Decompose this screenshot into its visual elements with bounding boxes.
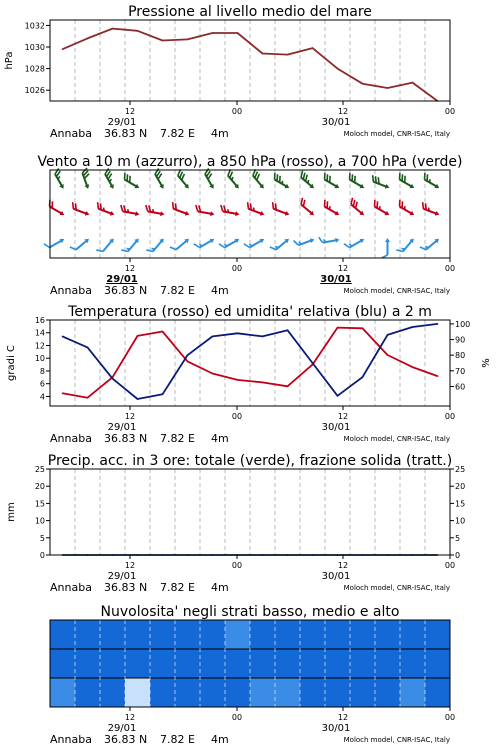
barb-head (185, 211, 190, 217)
data-point (287, 54, 289, 56)
date-label: 30/01 (321, 723, 351, 734)
cloud-cell-basso (300, 678, 325, 707)
longitude: 7.82 E (160, 284, 195, 297)
wind-barb (271, 173, 293, 190)
y-tick-label: 20 (34, 482, 45, 492)
wind-barb (79, 168, 94, 190)
y-tick-label: 12 (34, 341, 45, 351)
wind-barb (51, 168, 68, 190)
x-tick-label: 00 (444, 412, 456, 421)
x-tick-label: 12 (337, 713, 349, 722)
model-credit: Moloch model, CNR-ISAC, Italy (343, 435, 450, 443)
wind-barb (420, 234, 441, 253)
cloud-cell-medio (275, 649, 300, 678)
x-tick-label: 00 (231, 264, 243, 273)
cloud-cell-alto (425, 620, 450, 649)
wind-barb (420, 202, 442, 217)
cloud-cell-alto (400, 620, 425, 649)
y-tick-label-right: 60 (455, 382, 466, 392)
cloud-cell-alto (350, 620, 375, 649)
cloud-cell-medio (250, 649, 275, 678)
wind-barb (219, 234, 241, 251)
panel-frame-1 (50, 20, 450, 101)
wind-barb (249, 169, 268, 190)
y-tick-label: 10 (34, 354, 45, 364)
y-tick-label-right: 70 (455, 366, 466, 376)
cloud-cell-basso (100, 678, 125, 707)
data-point (62, 336, 64, 338)
cloud-cell-alto (75, 620, 100, 649)
date-label: 29/01 (107, 117, 137, 128)
y-tick-label-right: 25 (455, 465, 466, 474)
cloud-cell-alto (375, 620, 400, 649)
cloud-cell-basso (400, 678, 425, 707)
y-tick-label-right: 10 (455, 516, 466, 526)
y-tick-label: 15 (34, 499, 45, 509)
wind-barb (224, 169, 243, 190)
barb-shaft (176, 240, 187, 250)
wind-barb (121, 173, 143, 190)
date-label: 30/01 (320, 274, 352, 285)
y-tick-label: 16 (34, 316, 45, 325)
y-tick-label: 1026 (24, 86, 45, 96)
y-axis-label-1: hPa (4, 51, 15, 70)
barb-head (135, 211, 140, 217)
data-point (87, 38, 89, 40)
wind-barb (96, 235, 115, 256)
wind-barb (421, 173, 443, 190)
data-point (87, 347, 89, 349)
x-tick-label: 00 (444, 264, 456, 273)
y-tick-label: 14 (34, 328, 45, 338)
cloud-cell-alto (175, 620, 200, 649)
cloud-cell-medio (300, 649, 325, 678)
data-point (412, 326, 414, 328)
y-axis-label-4: mm (6, 502, 17, 522)
wind-barb (270, 234, 291, 253)
data-point (362, 83, 364, 85)
wind-barb (371, 200, 393, 217)
data-point (137, 335, 139, 337)
cloud-cell-basso (250, 678, 275, 707)
cloud-cell-alto (125, 620, 150, 649)
wind-barb (201, 168, 218, 190)
data-point (187, 39, 189, 41)
data-point (387, 334, 389, 336)
x-tick-label: 12 (124, 264, 136, 273)
cloud-cell-medio (400, 649, 425, 678)
data-point (262, 336, 264, 338)
data-point (337, 395, 339, 397)
model-credit: Moloch model, CNR-ISAC, Italy (343, 287, 450, 295)
barb-flag (244, 242, 250, 249)
x-tick-label: 12 (337, 561, 349, 570)
wind-barb (382, 238, 391, 258)
data-point (437, 375, 439, 377)
date-label: 30/01 (321, 117, 351, 128)
x-tick-label: 12 (337, 264, 349, 273)
wind-barb (370, 175, 392, 190)
y-tick-label: 10 (34, 516, 45, 526)
y-tick-label-right: 20 (455, 482, 466, 492)
cloud-cell-basso (325, 678, 350, 707)
wind-barb (321, 200, 343, 217)
y-tick-label-right: 15 (455, 499, 466, 509)
wind-barb (245, 202, 267, 217)
data-point (162, 331, 164, 333)
wind-barb (344, 234, 366, 251)
data-point (137, 30, 139, 32)
location-name: Annaba (50, 733, 92, 746)
y-tick-label: 4 (39, 392, 45, 402)
data-point (212, 373, 214, 375)
data-point (387, 87, 389, 89)
barb-flag (344, 242, 350, 249)
cloud-cell-medio (150, 649, 175, 678)
barb-shaft (50, 240, 63, 248)
cloud-cell-medio (75, 649, 100, 678)
data-point (62, 393, 64, 395)
data-point (412, 82, 414, 84)
data-point (162, 40, 164, 42)
chart-title-2: Vento a 10 m (azzurro), a 850 hPa (rosso), a 700 hPa (verde) (37, 154, 463, 170)
wind-barb (121, 235, 140, 256)
data-point (62, 48, 64, 50)
altitude: 4m (211, 581, 229, 594)
cloud-cell-basso (50, 678, 75, 707)
barb-head (385, 184, 390, 190)
data-point (237, 379, 239, 381)
wind-barb (170, 234, 191, 253)
y-tick-label: 25 (34, 465, 45, 474)
data-point (187, 354, 189, 356)
model-credit: Moloch model, CNR-ISAC, Italy (343, 584, 450, 592)
model-credit: Moloch model, CNR-ISAC, Italy (343, 130, 450, 138)
y-axis-label-3: % (481, 358, 492, 368)
wind-barb (146, 235, 165, 256)
data-point (187, 361, 189, 363)
data-point (312, 47, 314, 49)
location-name: Annaba (50, 284, 92, 297)
latitude: 36.83 N (104, 127, 148, 140)
cloud-cell-basso (375, 678, 400, 707)
date-label: 29/01 (107, 723, 137, 734)
location-name: Annaba (50, 432, 92, 445)
cloud-cell-basso (125, 678, 150, 707)
y-tick-label: 1030 (24, 43, 45, 52)
wind-barb (95, 202, 117, 217)
cloud-cell-medio (225, 649, 250, 678)
wind-barb (294, 234, 316, 249)
wind-barb (70, 234, 91, 253)
cloud-cell-basso (225, 678, 250, 707)
chart-title-1: Pressione al livello medio del mare (128, 4, 372, 20)
data-point (312, 362, 314, 364)
humidity-line (63, 324, 438, 399)
latitude: 36.83 N (104, 581, 148, 594)
cloud-cell-medio (125, 649, 150, 678)
wind-barb (44, 234, 66, 251)
barb-head (160, 211, 165, 217)
y-tick-label: 1032 (24, 21, 45, 31)
data-point (237, 333, 239, 335)
y-tick-label: 5 (39, 533, 45, 543)
cloud-cell-basso (275, 678, 300, 707)
wind-barb (70, 202, 92, 217)
wind-barb (101, 168, 118, 190)
latitude: 36.83 N (104, 432, 148, 445)
x-tick-label: 00 (444, 561, 456, 570)
cloud-cell-alto (275, 620, 300, 649)
location-name: Annaba (50, 581, 92, 594)
x-tick-label: 12 (124, 561, 136, 570)
barb-head (285, 211, 290, 217)
wind-barb (144, 205, 165, 217)
y-tick-label-right: 80 (455, 351, 466, 361)
y-tick-label: 0 (39, 551, 45, 560)
cloud-cell-alto (100, 620, 125, 649)
barb-flag (294, 239, 299, 246)
wind-barb (396, 173, 418, 190)
x-tick-label: 00 (231, 412, 243, 421)
y-tick-label-right: 100 (455, 319, 471, 329)
barb-head (335, 237, 340, 243)
cloud-cell-basso (175, 678, 200, 707)
data-point (262, 53, 264, 55)
y-axis-label-3: gradi C (6, 345, 17, 381)
cloud-cell-alto (50, 620, 75, 649)
y-tick-label-right: 90 (455, 335, 466, 345)
y-tick-label-right: 0 (455, 551, 461, 560)
y-tick-label: 1028 (24, 64, 45, 74)
data-point (362, 328, 364, 330)
x-tick-label: 12 (124, 412, 136, 421)
date-label: 29/01 (107, 422, 137, 433)
barb-flag (219, 242, 225, 249)
cloud-cell-basso (425, 678, 450, 707)
x-tick-label: 12 (337, 107, 349, 116)
chart-title-5: Nuvolosita' negli strati basso, medio e alto (100, 604, 400, 620)
latitude: 36.83 N (104, 733, 148, 746)
cloud-cell-medio (350, 649, 375, 678)
wind-barb (170, 202, 192, 217)
barb-head (210, 211, 215, 217)
data-point (437, 323, 439, 325)
barb-head (435, 211, 440, 217)
wind-barb (396, 200, 418, 217)
data-point (337, 327, 339, 329)
altitude: 4m (211, 733, 229, 746)
wind-barb (319, 234, 340, 246)
date-label: 29/01 (107, 571, 137, 582)
data-point (287, 386, 289, 388)
x-tick-label: 00 (444, 107, 456, 116)
longitude: 7.82 E (160, 127, 195, 140)
wind-barb (194, 234, 216, 251)
wind-barb (46, 200, 68, 217)
cloud-cell-basso (200, 678, 225, 707)
cloud-cell-alto (250, 620, 275, 649)
barb-shaft (76, 240, 87, 250)
model-credit: Moloch model, CNR-ISAC, Italy (343, 736, 450, 744)
barb-head (310, 237, 315, 243)
data-point (112, 28, 114, 30)
y-tick-label-right: 5 (455, 533, 461, 543)
cloud-cell-medio (200, 649, 225, 678)
data-point (112, 378, 114, 380)
chart-title-3: Temperatura (rosso) ed umidita' relativa (blu) a 2 m (68, 304, 432, 320)
cloud-cell-basso (350, 678, 375, 707)
barb-head (110, 211, 115, 217)
wind-barb (174, 169, 193, 190)
date-label: 30/01 (321, 571, 351, 582)
data-point (87, 397, 89, 399)
cloud-cell-alto (300, 620, 325, 649)
data-point (337, 68, 339, 70)
data-point (237, 32, 239, 34)
data-point (212, 336, 214, 338)
cloud-cell-alto (200, 620, 225, 649)
longitude: 7.82 E (160, 581, 195, 594)
cloud-cell-alto (325, 620, 350, 649)
cloud-cell-basso (75, 678, 100, 707)
barb-flag (194, 242, 200, 249)
x-tick-label: 00 (444, 713, 456, 722)
barb-head (84, 184, 90, 189)
cloud-cell-basso (150, 678, 175, 707)
data-point (362, 376, 364, 378)
wind-barb (346, 173, 368, 190)
data-point (262, 382, 264, 384)
cloud-cell-medio (375, 649, 400, 678)
barb-flag (319, 237, 323, 243)
wind-barb (119, 205, 140, 217)
wind-barb (151, 168, 168, 190)
wind-barb (244, 234, 266, 251)
wind-barb (219, 205, 240, 217)
wind-barb (396, 235, 415, 256)
data-point (412, 366, 414, 368)
x-tick-label: 00 (231, 107, 243, 116)
date-label: 29/01 (106, 274, 138, 285)
barb-head (385, 238, 390, 242)
x-tick-label: 00 (231, 561, 243, 570)
data-point (212, 32, 214, 34)
barb-head (85, 211, 90, 217)
latitude: 36.83 N (104, 284, 148, 297)
barb-head (235, 211, 240, 217)
altitude: 4m (211, 284, 229, 297)
date-label: 30/01 (321, 422, 351, 433)
data-point (387, 354, 389, 356)
barb-head (260, 211, 265, 217)
x-tick-label: 12 (124, 713, 136, 722)
y-tick-label: 6 (39, 379, 45, 389)
x-tick-label: 12 (337, 412, 349, 421)
data-point (137, 398, 139, 400)
cloud-cell-medio (325, 649, 350, 678)
cloud-cell-medio (100, 649, 125, 678)
barb-flag (44, 242, 50, 249)
wind-barb (321, 173, 343, 190)
x-tick-label: 12 (124, 107, 136, 116)
cloud-cell-alto (150, 620, 175, 649)
cloud-cell-medio (425, 649, 450, 678)
longitude: 7.82 E (160, 432, 195, 445)
data-point (162, 394, 164, 396)
wind-barb (270, 202, 292, 217)
altitude: 4m (211, 127, 229, 140)
cloud-cell-medio (175, 649, 200, 678)
cloud-cell-alto (225, 620, 250, 649)
data-point (287, 329, 289, 331)
location-name: Annaba (50, 127, 92, 140)
wind-barb (194, 205, 215, 217)
cloud-cell-medio (50, 649, 75, 678)
x-tick-label: 00 (231, 713, 243, 722)
barb-shaft (103, 240, 113, 251)
altitude: 4m (211, 432, 229, 445)
longitude: 7.82 E (160, 733, 195, 746)
chart-title-4: Precip. acc. in 3 ore: totale (verde), frazione solida (tratt.) (47, 453, 453, 469)
y-tick-label: 8 (39, 366, 45, 376)
